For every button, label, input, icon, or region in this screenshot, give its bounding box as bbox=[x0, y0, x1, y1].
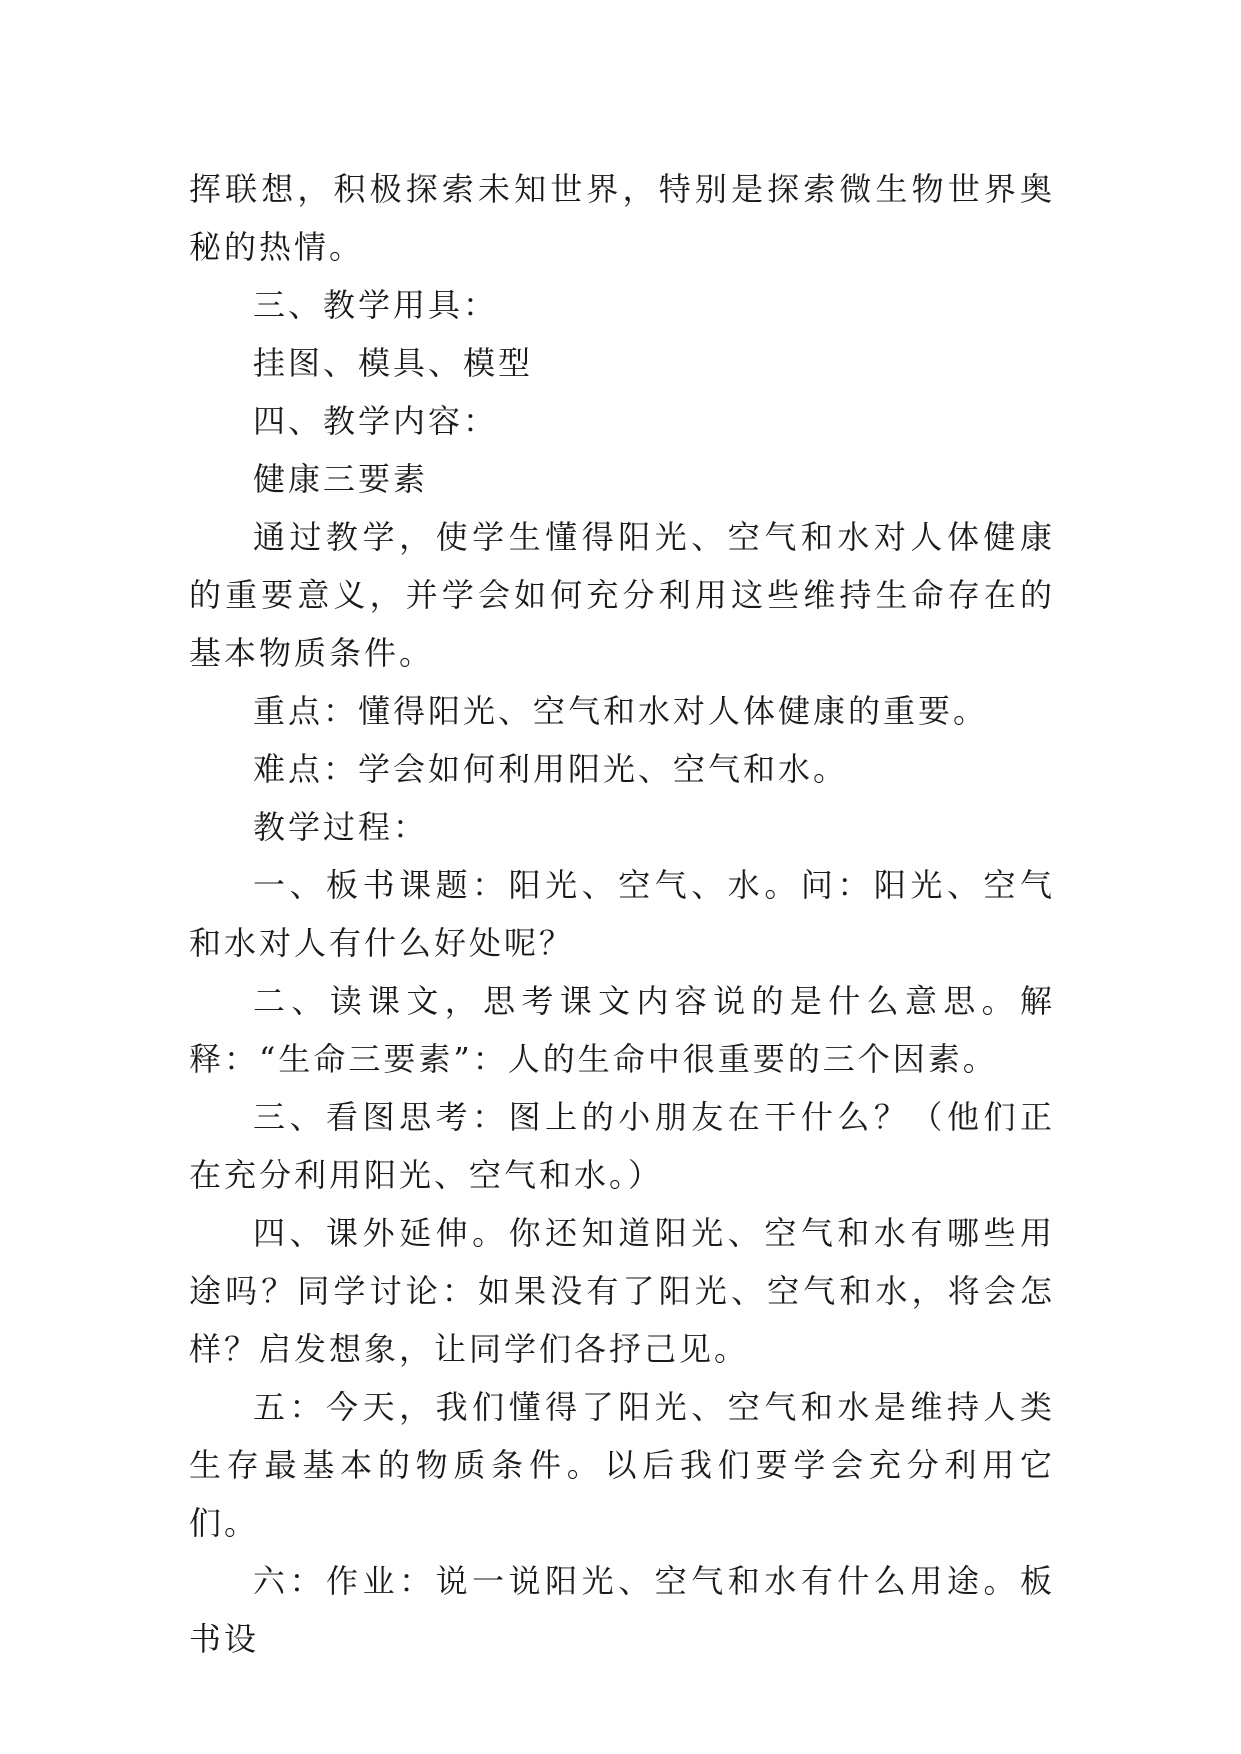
paragraph-objective: 通过教学，使学生懂得阳光、空气和水对人体健康的重要意义，并学会如何充分利用这些维持生命存在的基本物质条件。 bbox=[189, 518, 1055, 672]
paragraph-key-point: 重点：懂得阳光、空气和水对人体健康的重要。 bbox=[253, 692, 989, 730]
paragraph-heading-teaching-tools: 三、教学用具： bbox=[253, 286, 499, 324]
paragraph-lesson-title: 健康三要素 bbox=[253, 460, 429, 498]
paragraph-tools-list: 挂图、模具、模型 bbox=[253, 344, 534, 382]
paragraph-heading-teaching-content: 四、教学内容： bbox=[253, 402, 499, 440]
paragraph-step-six: 六：作业：说一说阳光、空气和水有什么用途。板书设 bbox=[189, 1562, 1055, 1658]
paragraph-step-four: 四、课外延伸。你还知道阳光、空气和水有哪些用途吗？同学讨论：如果没有了阳光、空气和水，将会怎样？启发想象，让同学们各抒己见。 bbox=[189, 1214, 1055, 1368]
paragraph-step-three: 三、看图思考：图上的小朋友在干什么？（他们正在充分利用阳光、空气和水。） bbox=[189, 1098, 1055, 1194]
paragraph-step-one: 一、板书课题：阳光、空气、水。问：阳光、空气和水对人有什么好处呢？ bbox=[189, 866, 1055, 962]
paragraph-heading-process: 教学过程： bbox=[253, 808, 429, 846]
paragraph-step-two: 二、读课文，思考课文内容说的是什么意思。解释：“生命三要素”：人的生命中很重要的三个因素。 bbox=[189, 982, 1055, 1078]
paragraph-step-five: 五：今天，我们懂得了阳光、空气和水是维持人类生存最基本的物质条件。以后我们要学会充分利用它们。 bbox=[189, 1388, 1055, 1542]
document-body bbox=[189, 160, 1055, 1668]
paragraph-difficulty: 难点：学会如何利用阳光、空气和水。 bbox=[253, 750, 849, 788]
paragraph-continuation: 挥联想，积极探索未知世界，特别是探索微生物世界奥秘的热情。 bbox=[189, 170, 1055, 266]
